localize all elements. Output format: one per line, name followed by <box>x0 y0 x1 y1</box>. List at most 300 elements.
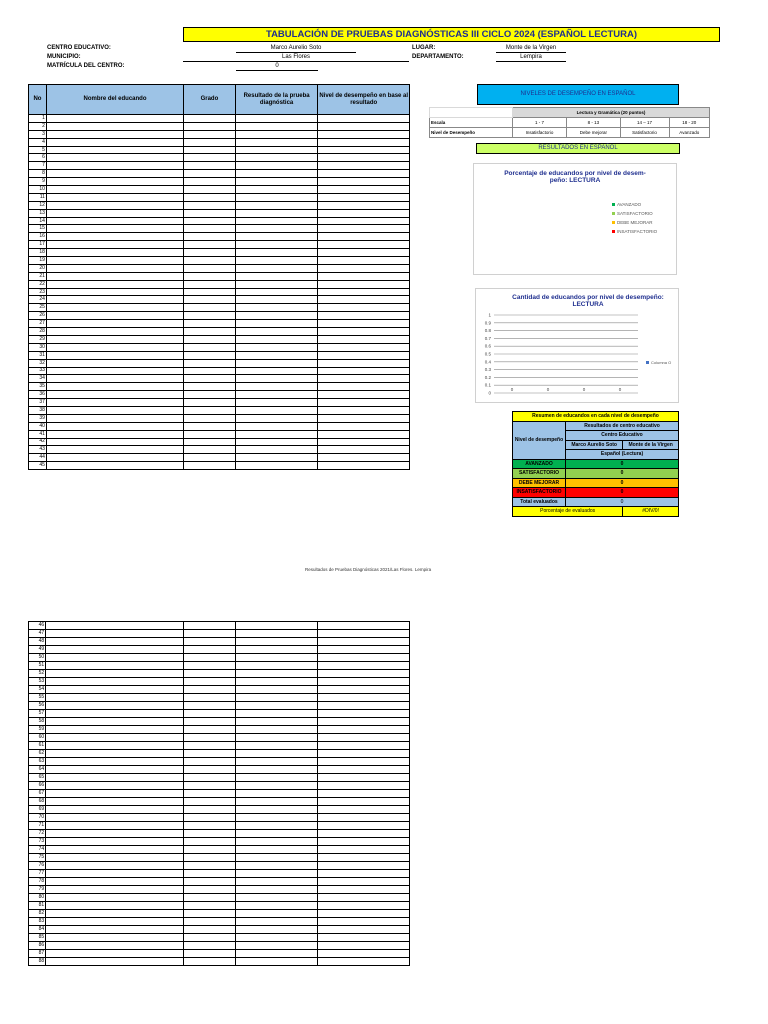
nombre-cell[interactable] <box>46 790 184 798</box>
grado-cell[interactable] <box>184 766 235 774</box>
nivel-cell[interactable] <box>318 359 410 367</box>
nivel-cell[interactable] <box>318 782 410 790</box>
nivel-cell[interactable] <box>318 288 410 296</box>
resultado-cell[interactable] <box>235 814 318 822</box>
nombre-cell[interactable] <box>46 383 183 391</box>
resultado-cell[interactable] <box>235 638 318 646</box>
nivel-cell[interactable] <box>318 146 410 154</box>
nombre-cell[interactable] <box>46 257 183 265</box>
nivel-cell[interactable] <box>318 694 410 702</box>
nombre-cell[interactable] <box>46 399 183 407</box>
nivel-cell[interactable] <box>318 249 410 257</box>
nivel-cell[interactable] <box>318 822 410 830</box>
nombre-cell[interactable] <box>46 926 184 934</box>
resultado-cell[interactable] <box>235 446 318 454</box>
grado-cell[interactable] <box>184 718 235 726</box>
nombre-cell[interactable] <box>46 854 184 862</box>
nivel-cell[interactable] <box>318 638 410 646</box>
resultado-cell[interactable] <box>235 838 318 846</box>
grado-cell[interactable] <box>184 910 235 918</box>
nivel-cell[interactable] <box>318 886 410 894</box>
grado-cell[interactable] <box>184 758 235 766</box>
nombre-cell[interactable] <box>46 630 184 638</box>
nombre-cell[interactable] <box>46 122 183 130</box>
nivel-cell[interactable] <box>318 446 410 454</box>
resultado-cell[interactable] <box>235 391 318 399</box>
resultado-cell[interactable] <box>235 958 318 966</box>
nombre-cell[interactable] <box>46 798 184 806</box>
grado-cell[interactable] <box>184 217 236 225</box>
grado-cell[interactable] <box>184 774 235 782</box>
nivel-cell[interactable] <box>318 320 410 328</box>
nivel-cell[interactable] <box>318 878 410 886</box>
grado-cell[interactable] <box>184 391 236 399</box>
grado-cell[interactable] <box>184 264 236 272</box>
resultado-cell[interactable] <box>235 343 318 351</box>
resultado-cell[interactable] <box>235 654 318 662</box>
nombre-cell[interactable] <box>46 846 184 854</box>
grado-cell[interactable] <box>184 438 236 446</box>
nivel-cell[interactable] <box>318 367 410 375</box>
nombre-cell[interactable] <box>46 918 184 926</box>
resultado-cell[interactable] <box>235 622 318 630</box>
grado-cell[interactable] <box>184 702 235 710</box>
nivel-cell[interactable] <box>318 670 410 678</box>
grado-cell[interactable] <box>184 830 235 838</box>
resultado-cell[interactable] <box>235 862 318 870</box>
nivel-cell[interactable] <box>318 178 410 186</box>
nombre-cell[interactable] <box>46 312 183 320</box>
nivel-cell[interactable] <box>318 750 410 758</box>
resultado-cell[interactable] <box>235 806 318 814</box>
nivel-cell[interactable] <box>318 798 410 806</box>
nivel-cell[interactable] <box>318 162 410 170</box>
nombre-cell[interactable] <box>46 670 184 678</box>
nivel-cell[interactable] <box>318 225 410 233</box>
nivel-cell[interactable] <box>318 686 410 694</box>
resultado-cell[interactable] <box>235 201 318 209</box>
resultado-cell[interactable] <box>235 918 318 926</box>
nombre-cell[interactable] <box>46 225 183 233</box>
nombre-cell[interactable] <box>46 264 183 272</box>
resultado-cell[interactable] <box>235 910 318 918</box>
nombre-cell[interactable] <box>46 622 184 630</box>
nombre-cell[interactable] <box>46 766 184 774</box>
nivel-cell[interactable] <box>318 630 410 638</box>
grado-cell[interactable] <box>184 742 235 750</box>
grado-cell[interactable] <box>184 162 236 170</box>
nivel-cell[interactable] <box>318 186 410 194</box>
grado-cell[interactable] <box>184 734 235 742</box>
resultado-cell[interactable] <box>235 934 318 942</box>
nivel-cell[interactable] <box>318 375 410 383</box>
grado-cell[interactable] <box>184 178 236 186</box>
nivel-cell[interactable] <box>318 201 410 209</box>
nivel-cell[interactable] <box>318 335 410 343</box>
resultado-cell[interactable] <box>235 257 318 265</box>
resultado-cell[interactable] <box>235 225 318 233</box>
nombre-cell[interactable] <box>46 646 184 654</box>
nivel-cell[interactable] <box>318 170 410 178</box>
resultado-cell[interactable] <box>235 894 318 902</box>
resultado-cell[interactable] <box>235 170 318 178</box>
nombre-cell[interactable] <box>46 391 183 399</box>
nivel-cell[interactable] <box>318 343 410 351</box>
grado-cell[interactable] <box>184 894 235 902</box>
nombre-cell[interactable] <box>46 186 183 194</box>
grado-cell[interactable] <box>184 662 235 670</box>
nombre-cell[interactable] <box>46 138 183 146</box>
nivel-cell[interactable] <box>318 217 410 225</box>
nombre-cell[interactable] <box>46 662 184 670</box>
nombre-cell[interactable] <box>46 249 183 257</box>
grado-cell[interactable] <box>184 272 236 280</box>
resultado-cell[interactable] <box>235 646 318 654</box>
nombre-cell[interactable] <box>46 710 184 718</box>
grado-cell[interactable] <box>184 886 235 894</box>
resultado-cell[interactable] <box>235 367 318 375</box>
grado-cell[interactable] <box>184 209 236 217</box>
resultado-cell[interactable] <box>235 878 318 886</box>
resultado-cell[interactable] <box>235 272 318 280</box>
grado-cell[interactable] <box>184 942 235 950</box>
grado-cell[interactable] <box>184 193 236 201</box>
grado-cell[interactable] <box>184 233 236 241</box>
resultado-cell[interactable] <box>235 414 318 422</box>
grado-cell[interactable] <box>184 462 236 470</box>
grado-cell[interactable] <box>184 678 235 686</box>
grado-cell[interactable] <box>184 288 236 296</box>
nombre-cell[interactable] <box>46 272 183 280</box>
nombre-cell[interactable] <box>46 654 184 662</box>
resultado-cell[interactable] <box>235 902 318 910</box>
nombre-cell[interactable] <box>46 830 184 838</box>
nombre-cell[interactable] <box>46 422 183 430</box>
grado-cell[interactable] <box>184 838 235 846</box>
resultado-cell[interactable] <box>235 750 318 758</box>
nivel-cell[interactable] <box>318 950 410 958</box>
grado-cell[interactable] <box>184 790 235 798</box>
grado-cell[interactable] <box>184 154 236 162</box>
nivel-cell[interactable] <box>318 654 410 662</box>
nombre-cell[interactable] <box>46 958 184 966</box>
grado-cell[interactable] <box>184 870 235 878</box>
resultado-cell[interactable] <box>235 280 318 288</box>
nombre-cell[interactable] <box>46 178 183 186</box>
nombre-cell[interactable] <box>46 209 183 217</box>
resultado-cell[interactable] <box>235 430 318 438</box>
nivel-cell[interactable] <box>318 814 410 822</box>
nivel-cell[interactable] <box>318 383 410 391</box>
resultado-cell[interactable] <box>235 422 318 430</box>
grado-cell[interactable] <box>184 694 235 702</box>
resultado-cell[interactable] <box>235 854 318 862</box>
nivel-cell[interactable] <box>318 894 410 902</box>
nombre-cell[interactable] <box>46 288 183 296</box>
grado-cell[interactable] <box>184 367 236 375</box>
nombre-cell[interactable] <box>46 694 184 702</box>
grado-cell[interactable] <box>184 950 235 958</box>
resultado-cell[interactable] <box>235 774 318 782</box>
nombre-cell[interactable] <box>46 894 184 902</box>
resultado-cell[interactable] <box>235 942 318 950</box>
centro-value[interactable]: Marco Aurelio Soto <box>236 44 356 53</box>
grado-cell[interactable] <box>184 146 236 154</box>
resultado-cell[interactable] <box>235 686 318 694</box>
grado-cell[interactable] <box>184 454 236 462</box>
nombre-cell[interactable] <box>46 686 184 694</box>
grado-cell[interactable] <box>184 958 235 966</box>
nombre-cell[interactable] <box>46 414 183 422</box>
grado-cell[interactable] <box>184 926 235 934</box>
nivel-cell[interactable] <box>318 910 410 918</box>
resultado-cell[interactable] <box>235 399 318 407</box>
resultado-cell[interactable] <box>235 288 318 296</box>
nivel-cell[interactable] <box>318 122 410 130</box>
nivel-cell[interactable] <box>318 902 410 910</box>
nivel-cell[interactable] <box>318 296 410 304</box>
nivel-cell[interactable] <box>318 414 410 422</box>
resultado-cell[interactable] <box>235 742 318 750</box>
nombre-cell[interactable] <box>46 359 183 367</box>
nivel-cell[interactable] <box>318 454 410 462</box>
grado-cell[interactable] <box>184 798 235 806</box>
grado-cell[interactable] <box>184 446 236 454</box>
nivel-cell[interactable] <box>318 734 410 742</box>
grado-cell[interactable] <box>184 249 236 257</box>
resultado-cell[interactable] <box>235 241 318 249</box>
grado-cell[interactable] <box>184 846 235 854</box>
resultado-cell[interactable] <box>235 678 318 686</box>
resultado-cell[interactable] <box>235 662 318 670</box>
nivel-cell[interactable] <box>318 351 410 359</box>
grado-cell[interactable] <box>184 806 235 814</box>
pie-chart[interactable] <box>473 163 677 275</box>
lugar-value[interactable]: Monte de la Virgen <box>496 44 566 53</box>
resultado-cell[interactable] <box>235 782 318 790</box>
resultado-cell[interactable] <box>235 383 318 391</box>
nombre-cell[interactable] <box>46 162 183 170</box>
nombre-cell[interactable] <box>46 170 183 178</box>
nivel-cell[interactable] <box>318 422 410 430</box>
nivel-cell[interactable] <box>318 678 410 686</box>
resultado-cell[interactable] <box>235 249 318 257</box>
nombre-cell[interactable] <box>46 438 183 446</box>
nombre-cell[interactable] <box>46 902 184 910</box>
resultado-cell[interactable] <box>235 702 318 710</box>
resultado-cell[interactable] <box>235 233 318 241</box>
grado-cell[interactable] <box>184 622 235 630</box>
resultado-cell[interactable] <box>235 462 318 470</box>
grado-cell[interactable] <box>184 710 235 718</box>
nivel-cell[interactable] <box>318 328 410 336</box>
nombre-cell[interactable] <box>46 233 183 241</box>
nivel-cell[interactable] <box>318 742 410 750</box>
grado-cell[interactable] <box>184 686 235 694</box>
nombre-cell[interactable] <box>46 758 184 766</box>
nombre-cell[interactable] <box>46 115 183 123</box>
nivel-cell[interactable] <box>318 193 410 201</box>
resultado-cell[interactable] <box>235 296 318 304</box>
grado-cell[interactable] <box>184 750 235 758</box>
nombre-cell[interactable] <box>46 193 183 201</box>
nivel-cell[interactable] <box>318 758 410 766</box>
resultado-cell[interactable] <box>235 115 318 123</box>
nombre-cell[interactable] <box>46 406 183 414</box>
nivel-cell[interactable] <box>318 766 410 774</box>
grado-cell[interactable] <box>184 630 235 638</box>
grado-cell[interactable] <box>184 406 236 414</box>
matricula-value[interactable]: 0 <box>236 62 318 71</box>
resultado-cell[interactable] <box>235 438 318 446</box>
nivel-cell[interactable] <box>318 790 410 798</box>
nivel-cell[interactable] <box>318 958 410 966</box>
resultado-cell[interactable] <box>235 130 318 138</box>
nombre-cell[interactable] <box>46 806 184 814</box>
nivel-cell[interactable] <box>318 241 410 249</box>
nivel-cell[interactable] <box>318 438 410 446</box>
resultado-cell[interactable] <box>235 186 318 194</box>
resultado-cell[interactable] <box>235 798 318 806</box>
nombre-cell[interactable] <box>46 742 184 750</box>
nombre-cell[interactable] <box>46 702 184 710</box>
resultado-cell[interactable] <box>235 193 318 201</box>
grado-cell[interactable] <box>184 335 236 343</box>
nombre-cell[interactable] <box>46 241 183 249</box>
resultado-cell[interactable] <box>235 312 318 320</box>
resultado-cell[interactable] <box>235 217 318 225</box>
nombre-cell[interactable] <box>46 367 183 375</box>
nombre-cell[interactable] <box>46 462 183 470</box>
nombre-cell[interactable] <box>46 942 184 950</box>
nivel-cell[interactable] <box>318 280 410 288</box>
grado-cell[interactable] <box>184 375 236 383</box>
grado-cell[interactable] <box>184 646 235 654</box>
grado-cell[interactable] <box>184 726 235 734</box>
nombre-cell[interactable] <box>46 351 183 359</box>
grado-cell[interactable] <box>184 854 235 862</box>
grado-cell[interactable] <box>184 138 236 146</box>
nombre-cell[interactable] <box>46 950 184 958</box>
grado-cell[interactable] <box>184 814 235 822</box>
nivel-cell[interactable] <box>318 942 410 950</box>
resultado-cell[interactable] <box>235 710 318 718</box>
nivel-cell[interactable] <box>318 710 410 718</box>
resultado-cell[interactable] <box>235 950 318 958</box>
resultado-cell[interactable] <box>235 830 318 838</box>
nivel-cell[interactable] <box>318 391 410 399</box>
grado-cell[interactable] <box>184 280 236 288</box>
resultado-cell[interactable] <box>235 154 318 162</box>
resultado-cell[interactable] <box>235 870 318 878</box>
nivel-cell[interactable] <box>318 806 410 814</box>
resultado-cell[interactable] <box>235 630 318 638</box>
grado-cell[interactable] <box>184 257 236 265</box>
resultado-cell[interactable] <box>235 359 318 367</box>
nivel-cell[interactable] <box>318 854 410 862</box>
resultado-cell[interactable] <box>235 766 318 774</box>
nombre-cell[interactable] <box>46 886 184 894</box>
resultado-cell[interactable] <box>235 122 318 130</box>
resultado-cell[interactable] <box>235 328 318 336</box>
grado-cell[interactable] <box>184 862 235 870</box>
resultado-cell[interactable] <box>235 178 318 186</box>
grado-cell[interactable] <box>184 296 236 304</box>
nombre-cell[interactable] <box>46 217 183 225</box>
grado-cell[interactable] <box>184 878 235 886</box>
nivel-cell[interactable] <box>318 138 410 146</box>
resultado-cell[interactable] <box>235 758 318 766</box>
grado-cell[interactable] <box>184 782 235 790</box>
resultado-cell[interactable] <box>235 846 318 854</box>
nombre-cell[interactable] <box>46 304 183 312</box>
nombre-cell[interactable] <box>46 774 184 782</box>
nombre-cell[interactable] <box>46 446 183 454</box>
grado-cell[interactable] <box>184 399 236 407</box>
resultado-cell[interactable] <box>235 734 318 742</box>
nivel-cell[interactable] <box>318 430 410 438</box>
nivel-cell[interactable] <box>318 838 410 846</box>
nivel-cell[interactable] <box>318 846 410 854</box>
grado-cell[interactable] <box>184 430 236 438</box>
nivel-cell[interactable] <box>318 726 410 734</box>
nivel-cell[interactable] <box>318 154 410 162</box>
grado-cell[interactable] <box>184 320 236 328</box>
grado-cell[interactable] <box>184 383 236 391</box>
grado-cell[interactable] <box>184 115 236 123</box>
grado-cell[interactable] <box>184 343 236 351</box>
bar-chart[interactable] <box>475 288 679 403</box>
nombre-cell[interactable] <box>46 934 184 942</box>
grado-cell[interactable] <box>184 328 236 336</box>
nombre-cell[interactable] <box>46 335 183 343</box>
nombre-cell[interactable] <box>46 734 184 742</box>
nombre-cell[interactable] <box>46 678 184 686</box>
nombre-cell[interactable] <box>46 814 184 822</box>
resultado-cell[interactable] <box>235 718 318 726</box>
resultado-cell[interactable] <box>235 886 318 894</box>
grado-cell[interactable] <box>184 638 235 646</box>
resultado-cell[interactable] <box>235 790 318 798</box>
nombre-cell[interactable] <box>46 822 184 830</box>
grado-cell[interactable] <box>184 312 236 320</box>
nombre-cell[interactable] <box>46 296 183 304</box>
nombre-cell[interactable] <box>46 750 184 758</box>
grado-cell[interactable] <box>184 186 236 194</box>
nombre-cell[interactable] <box>46 280 183 288</box>
resultado-cell[interactable] <box>235 822 318 830</box>
nivel-cell[interactable] <box>318 312 410 320</box>
resultado-cell[interactable] <box>235 146 318 154</box>
nombre-cell[interactable] <box>46 146 183 154</box>
nombre-cell[interactable] <box>46 838 184 846</box>
nombre-cell[interactable] <box>46 375 183 383</box>
grado-cell[interactable] <box>184 414 236 422</box>
grado-cell[interactable] <box>184 654 235 662</box>
nivel-cell[interactable] <box>318 209 410 217</box>
grado-cell[interactable] <box>184 130 236 138</box>
nivel-cell[interactable] <box>318 918 410 926</box>
nivel-cell[interactable] <box>318 115 410 123</box>
nivel-cell[interactable] <box>318 830 410 838</box>
nombre-cell[interactable] <box>46 638 184 646</box>
resultado-cell[interactable] <box>235 162 318 170</box>
grado-cell[interactable] <box>184 122 236 130</box>
nombre-cell[interactable] <box>46 154 183 162</box>
nivel-cell[interactable] <box>318 399 410 407</box>
resultado-cell[interactable] <box>235 138 318 146</box>
nivel-cell[interactable] <box>318 462 410 470</box>
